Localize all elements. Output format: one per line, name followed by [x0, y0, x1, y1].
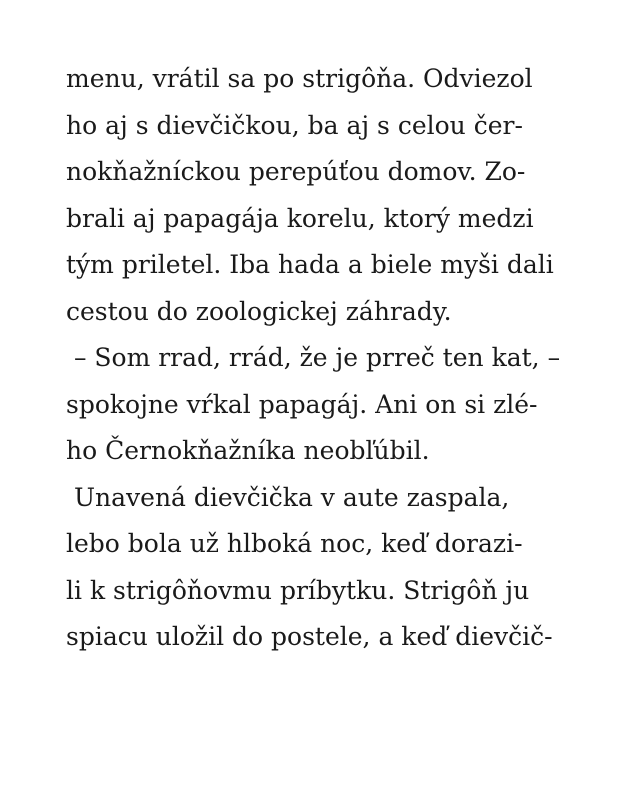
text-line: brali aj papagája korelu, ktorý medzi: [66, 203, 534, 233]
text-line: nokňažníckou perepúťou domov. Zo-: [66, 157, 526, 186]
text-line: menu, vrátil sa po strigôňa. Odviezol: [66, 64, 533, 93]
text-line: – Som rrad, rrád, že je prreč ten kat, –: [66, 343, 561, 372]
text-line: ho aj s dievčičkou, ba aj s celou čer-: [66, 110, 523, 140]
text-line: cestou do zoologickej záhrady.: [66, 296, 452, 326]
text-line: spokojne vŕkal papagáj. Ani on si zlé-: [66, 389, 538, 419]
text-line: li k strigôňovmu príbytku. Strigôň ju: [66, 575, 530, 605]
text-line: lebo bola už hlboká noc, keď dorazi-: [66, 529, 523, 558]
text-line: tým priletel. Iba hada a biele myši dali: [66, 250, 554, 279]
text-line: spiacu uložil do postele, a keď dievčič-: [66, 622, 553, 651]
text-line: Unavená dievčička v aute zaspala,: [66, 482, 510, 512]
text-line: ho Černokňažníka neobľúbil.: [66, 436, 430, 465]
page-text: [66, 56, 586, 661]
